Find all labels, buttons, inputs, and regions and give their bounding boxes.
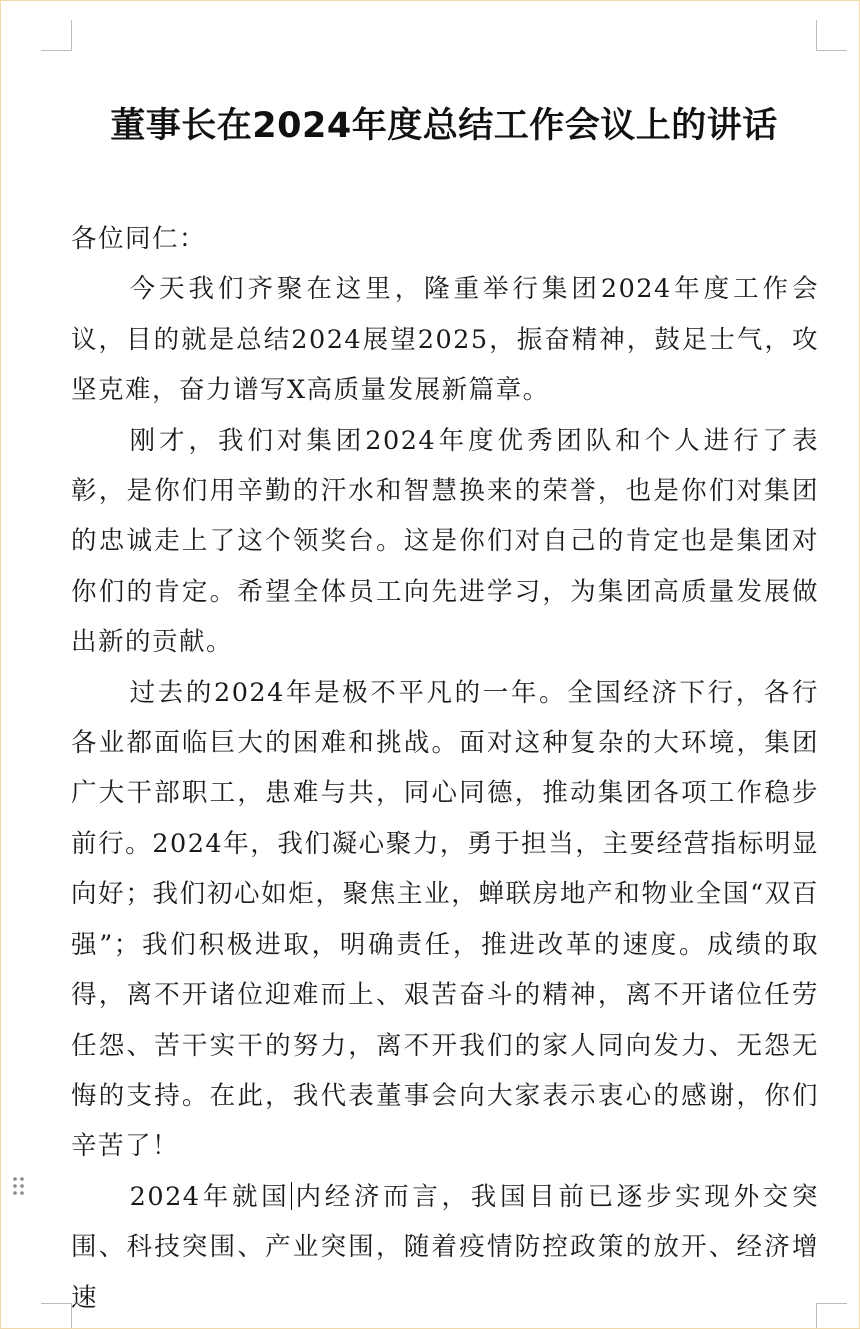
paragraph-2[interactable]: 刚才，我们对集团2024年度优秀团队和个人进行了表彰，是你们用辛勤的汗水和智慧换来的荣誉，也是你们对集团的忠诚走上了这个领奖台。这是你们对自己的肯定也是集团对你们的肯定。希望全体员工向先进学习，为集团高质量发展做出新的贡献。 [71, 425, 819, 658]
page-corner-mark-bottom-right [816, 1303, 847, 1328]
drag-handle-icon[interactable] [12, 1175, 26, 1197]
page-corner-mark-top-right [816, 20, 847, 51]
paragraph-3[interactable]: 过去的2024年是极不平凡的一年。全国经济下行，各行各业都面临巨大的困难和挑战。面对这种复杂的大环境，集团广大干部职工，患难与共，同心同德，推动集团各项工作稳步前行。2024年，我们凝心聚力，勇于担当，主要经营指标明显向好；我们初心如炬，聚焦主业，蝉联房地产和物业全国“双百强”；我们积极进取，明确责任，推进改革的速度。成绩的取得，离不开诸位迎难而上、艰苦奋斗的精神，离不开诸位任劳任怨、苦干实干的努力，离不开我们的家人同向发力、无怨无悔的支持。在此，我代表董事会向大家表示衷心的感谢，你们辛苦了！ [71, 677, 819, 1162]
paragraph-4-text-after-caret: 内经济而言，我国目前已逐步实现外交突围、科技突围、产业突围，随着疫情防控政策的放开、经济增速 [71, 1181, 819, 1313]
document-body[interactable] [71, 214, 819, 1323]
salutation[interactable]: 各位同仁： [71, 224, 207, 254]
paragraph-4-text-before-caret: 2024年就国 [129, 1181, 291, 1212]
paragraph-4[interactable] [71, 1172, 819, 1323]
page-corner-mark-bottom-left [41, 1303, 72, 1328]
paragraph-1[interactable]: 今天我们齐聚在这里，隆重举行集团2024年度工作会议，目的就是总结2024展望2025，振奋精神，鼓足士气，攻坚克难，奋力谱写X高质量发展新篇章。 [71, 274, 819, 406]
page-corner-mark-top-left [41, 20, 72, 51]
document-title[interactable]: 董事长在2024年度总结工作会议上的讲话 [110, 106, 778, 146]
